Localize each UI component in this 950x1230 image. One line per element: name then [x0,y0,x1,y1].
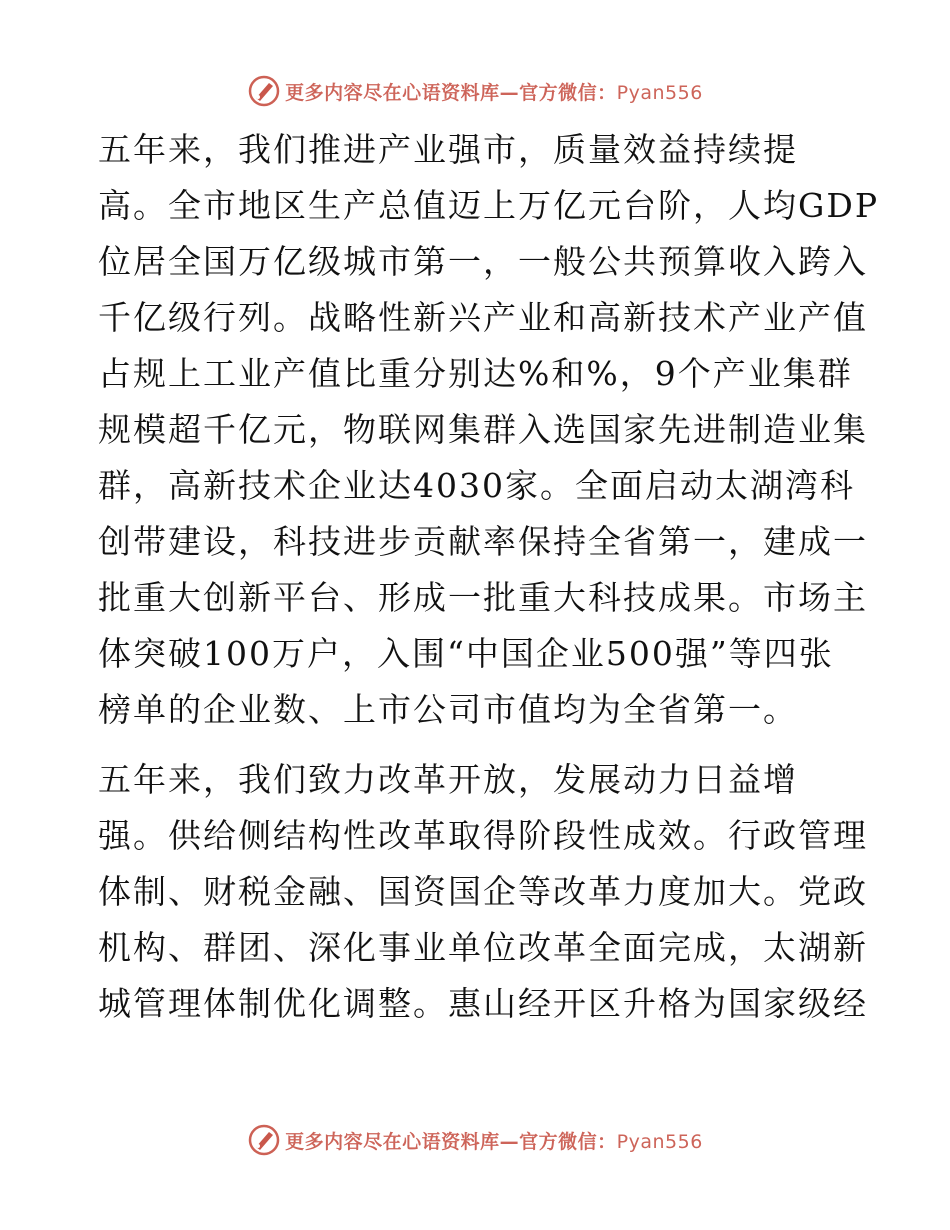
watermark-header [0,71,950,111]
text-line: 榜单的企业数、上市公司市值均为全省第一。 [98,690,798,729]
paragraph-1 [98,122,880,738]
text-line: 体突破100万户，入围“中国企业500强”等四张 [98,634,834,673]
text-line: 体制、财税金融、国资国企等改革力度加大。党政 [98,872,868,911]
watermark-text [285,1127,703,1154]
text-line: 位居全国万亿级城市第一，一般公共预算收入跨入 [98,242,868,281]
text-line: 批重大创新平台、形成一批重大科技成果。市场主 [98,578,868,617]
text-line: 五年来，我们致力改革开放，发展动力日益增 [98,760,798,799]
watermark-footer [0,1120,950,1160]
text-line: 五年来，我们推进产业强市，质量效益持续提 [98,130,798,169]
text-line: 群，高新技术企业达4030家。全面启动太湖湾科 [98,466,855,505]
document-body [98,122,880,1032]
pen-logo-icon [247,1123,281,1157]
watermark-handle: Pyan556 [616,1130,703,1153]
text-line: 创带建设，科技进步贡献率保持全省第一，建成一 [98,522,868,561]
text-line: 机构、群团、深化事业单位改革全面完成，太湖新 [98,928,868,967]
text-line: 占规上工业产值比重分别达%和%，9个产业集群 [98,354,853,393]
text-line: 城管理体制优化调整。惠山经开区升格为国家级经 [98,984,868,1023]
text-line: 高。全市地区生产总值迈上万亿元台阶，人均GDP [98,186,880,225]
text-line: 规模超千亿元，物联网集群入选国家先进制造业集 [98,410,868,449]
watermark-main-text: 更多内容尽在心语资料库—官方微信： [285,1130,617,1153]
watermark-text [285,78,703,105]
text-line: 千亿级行列。战略性新兴产业和高新技术产业产值 [98,298,868,337]
text-line: 强。供给侧结构性改革取得阶段性成效。行政管理 [98,816,868,855]
paragraph-2 [98,752,868,1032]
watermark-main-text: 更多内容尽在心语资料库—官方微信： [285,81,617,104]
pen-logo-icon [247,74,281,108]
watermark-handle: Pyan556 [616,81,703,104]
